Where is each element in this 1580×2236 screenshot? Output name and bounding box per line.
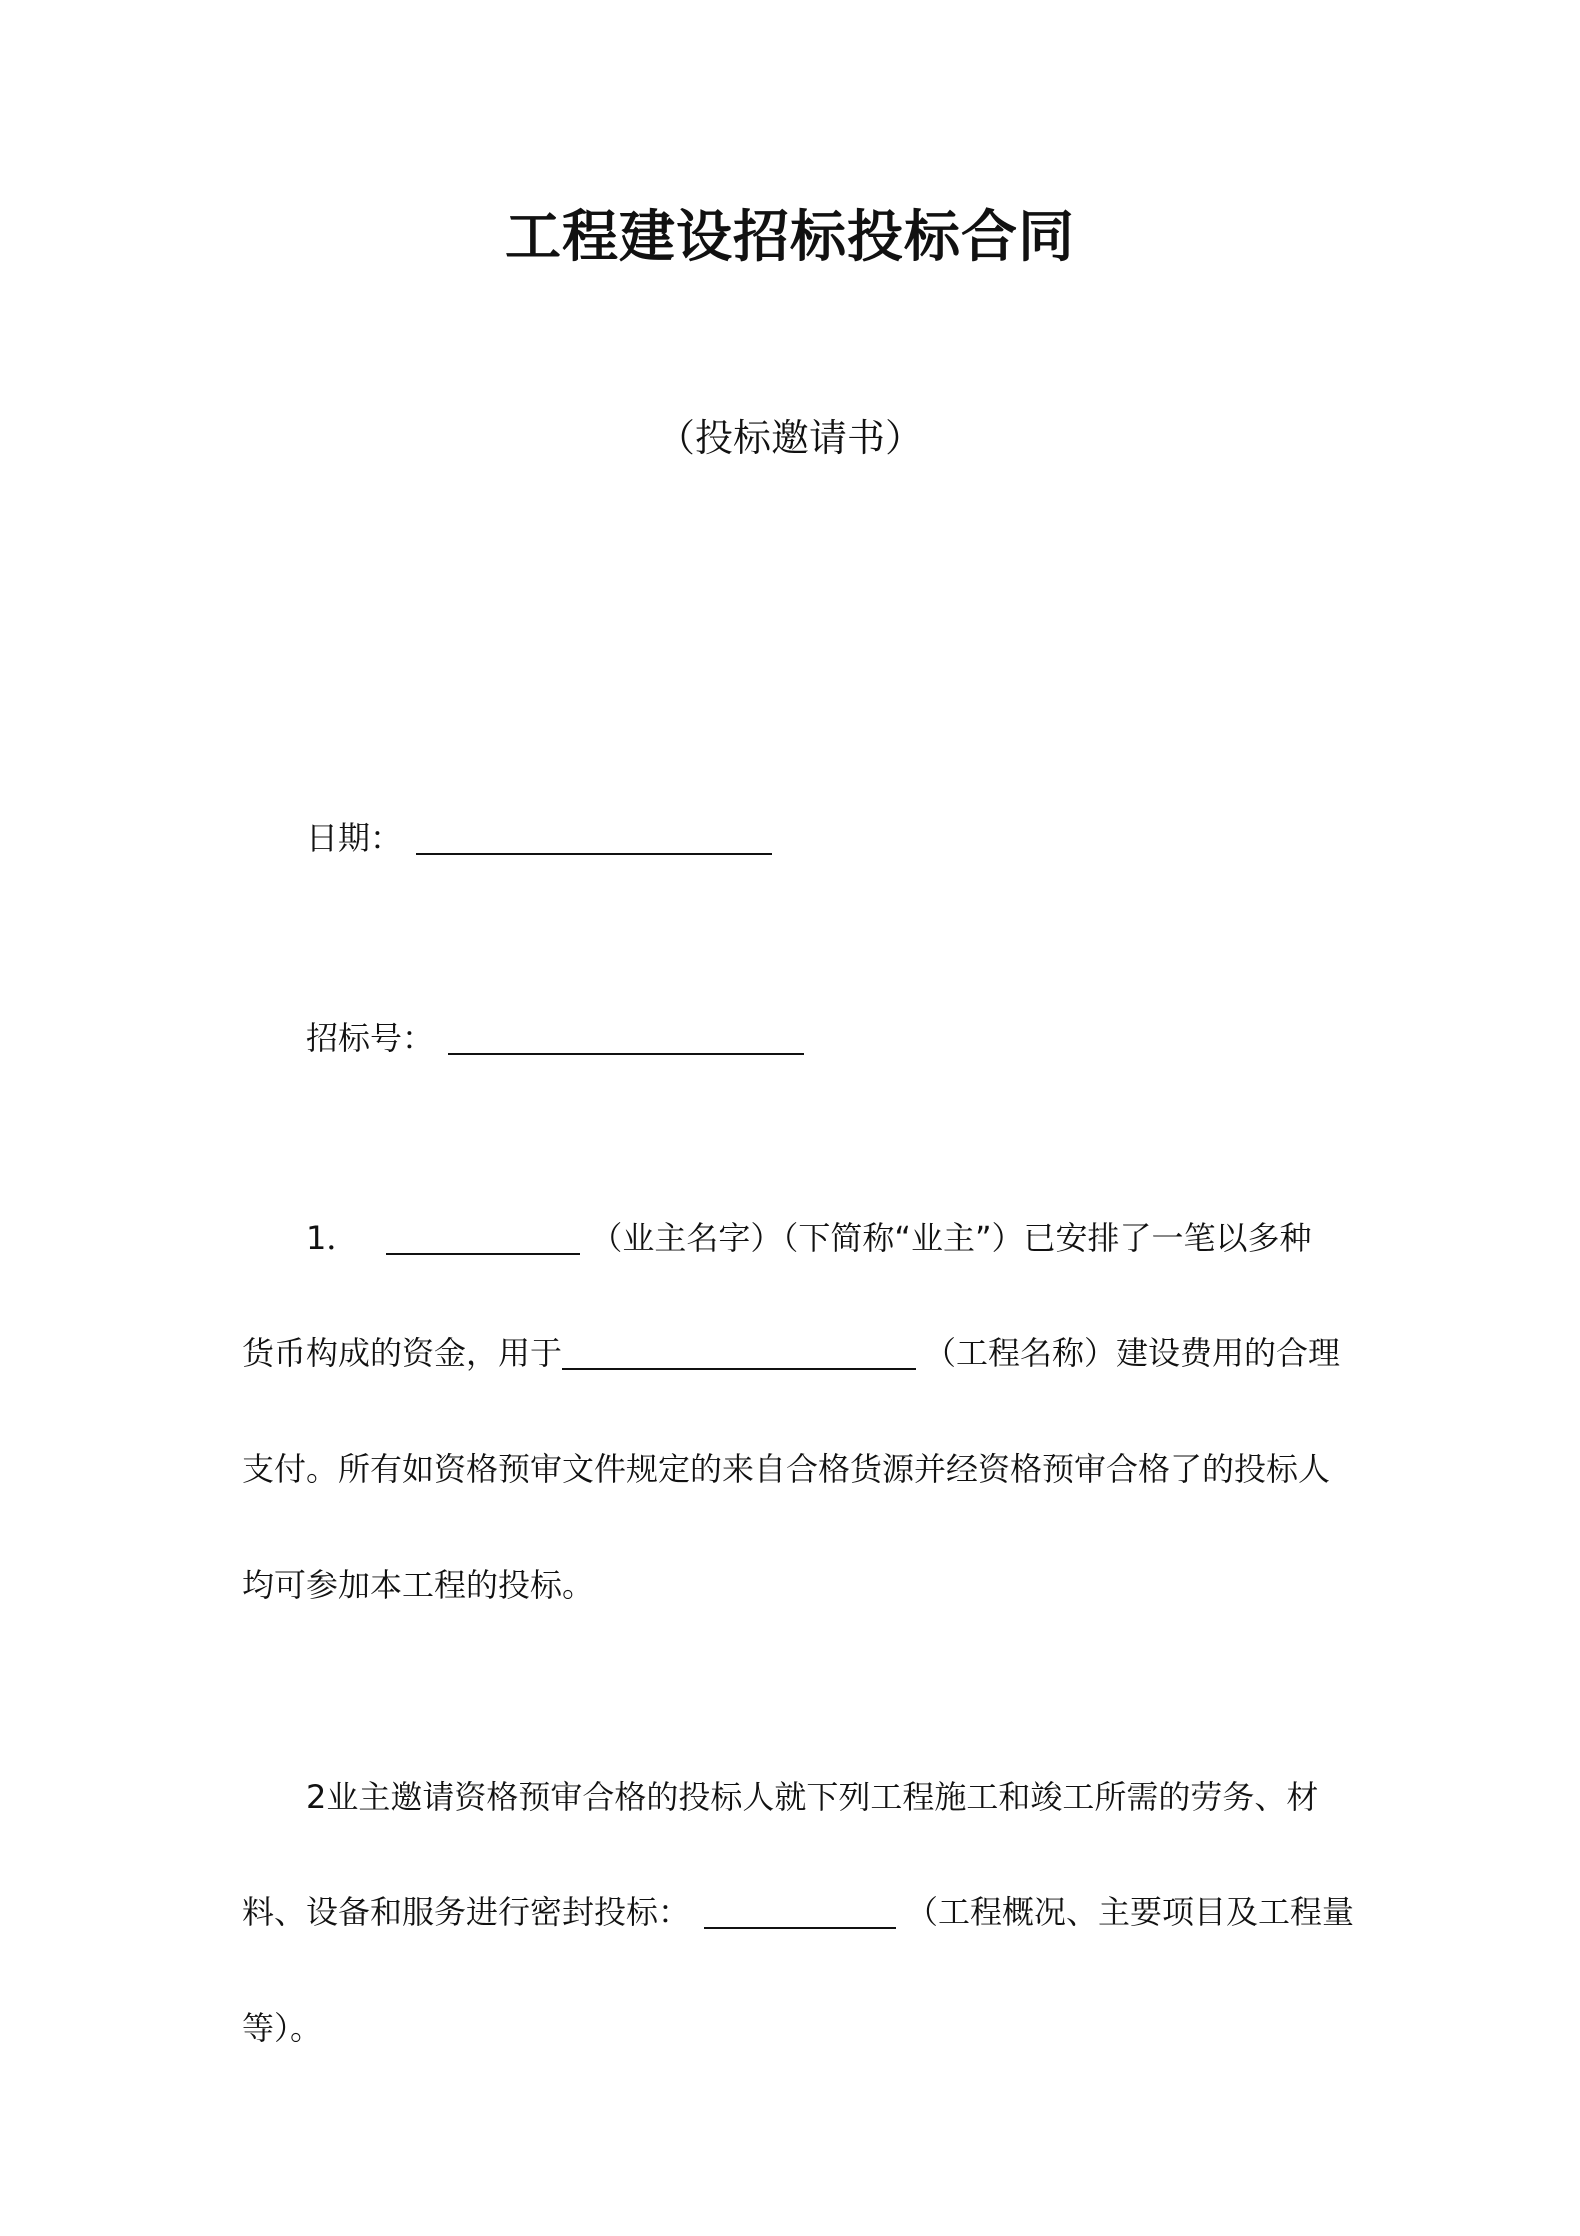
para1-line2-text-b: （工程名称）建设费用的合理 bbox=[924, 1334, 1341, 1372]
para2-line2 bbox=[242, 1887, 1355, 1937]
date-label: 日期： bbox=[306, 819, 403, 857]
date-line bbox=[306, 813, 1406, 863]
date-blank bbox=[416, 819, 772, 855]
para1-number: 1． bbox=[306, 1219, 359, 1257]
bid-number-label: 招标号： bbox=[306, 1019, 435, 1057]
project-summary-blank bbox=[704, 1893, 896, 1929]
document-subtitle: （投标邀请书） bbox=[656, 416, 923, 460]
para1-line3: 支付。所有如资格预审文件规定的来自合格货源并经资格预审合格了的投标人 bbox=[242, 1450, 1331, 1488]
bid-number-blank bbox=[448, 1019, 804, 1055]
para1-line2 bbox=[242, 1328, 1342, 1378]
para1-line4: 均可参加本工程的投标。 bbox=[242, 1566, 595, 1604]
para1-line1-text: （业主名字）（下简称“业主”）已安排了一笔以多种 bbox=[590, 1219, 1312, 1257]
para2-line2-text-b: （工程概况、主要项目及工程量 bbox=[906, 1893, 1355, 1931]
owner-name-blank bbox=[386, 1219, 580, 1255]
document-title: 工程建设招标投标合同 bbox=[505, 205, 1075, 270]
para2-line2-text-a: 料、设备和服务进行密封投标： bbox=[242, 1893, 691, 1931]
para2-line3: 等）。 bbox=[242, 2009, 323, 2047]
para1-line2-text-a: 货币构成的资金，用于 bbox=[242, 1334, 563, 1372]
para1-line1 bbox=[306, 1213, 1406, 1263]
bid-number-line bbox=[306, 1013, 1406, 1063]
para2-line1: 2业主邀请资格预审合格的投标人就下列工程施工和竣工所需的劳务、材 bbox=[306, 1778, 1319, 1816]
project-name-blank bbox=[562, 1334, 916, 1370]
